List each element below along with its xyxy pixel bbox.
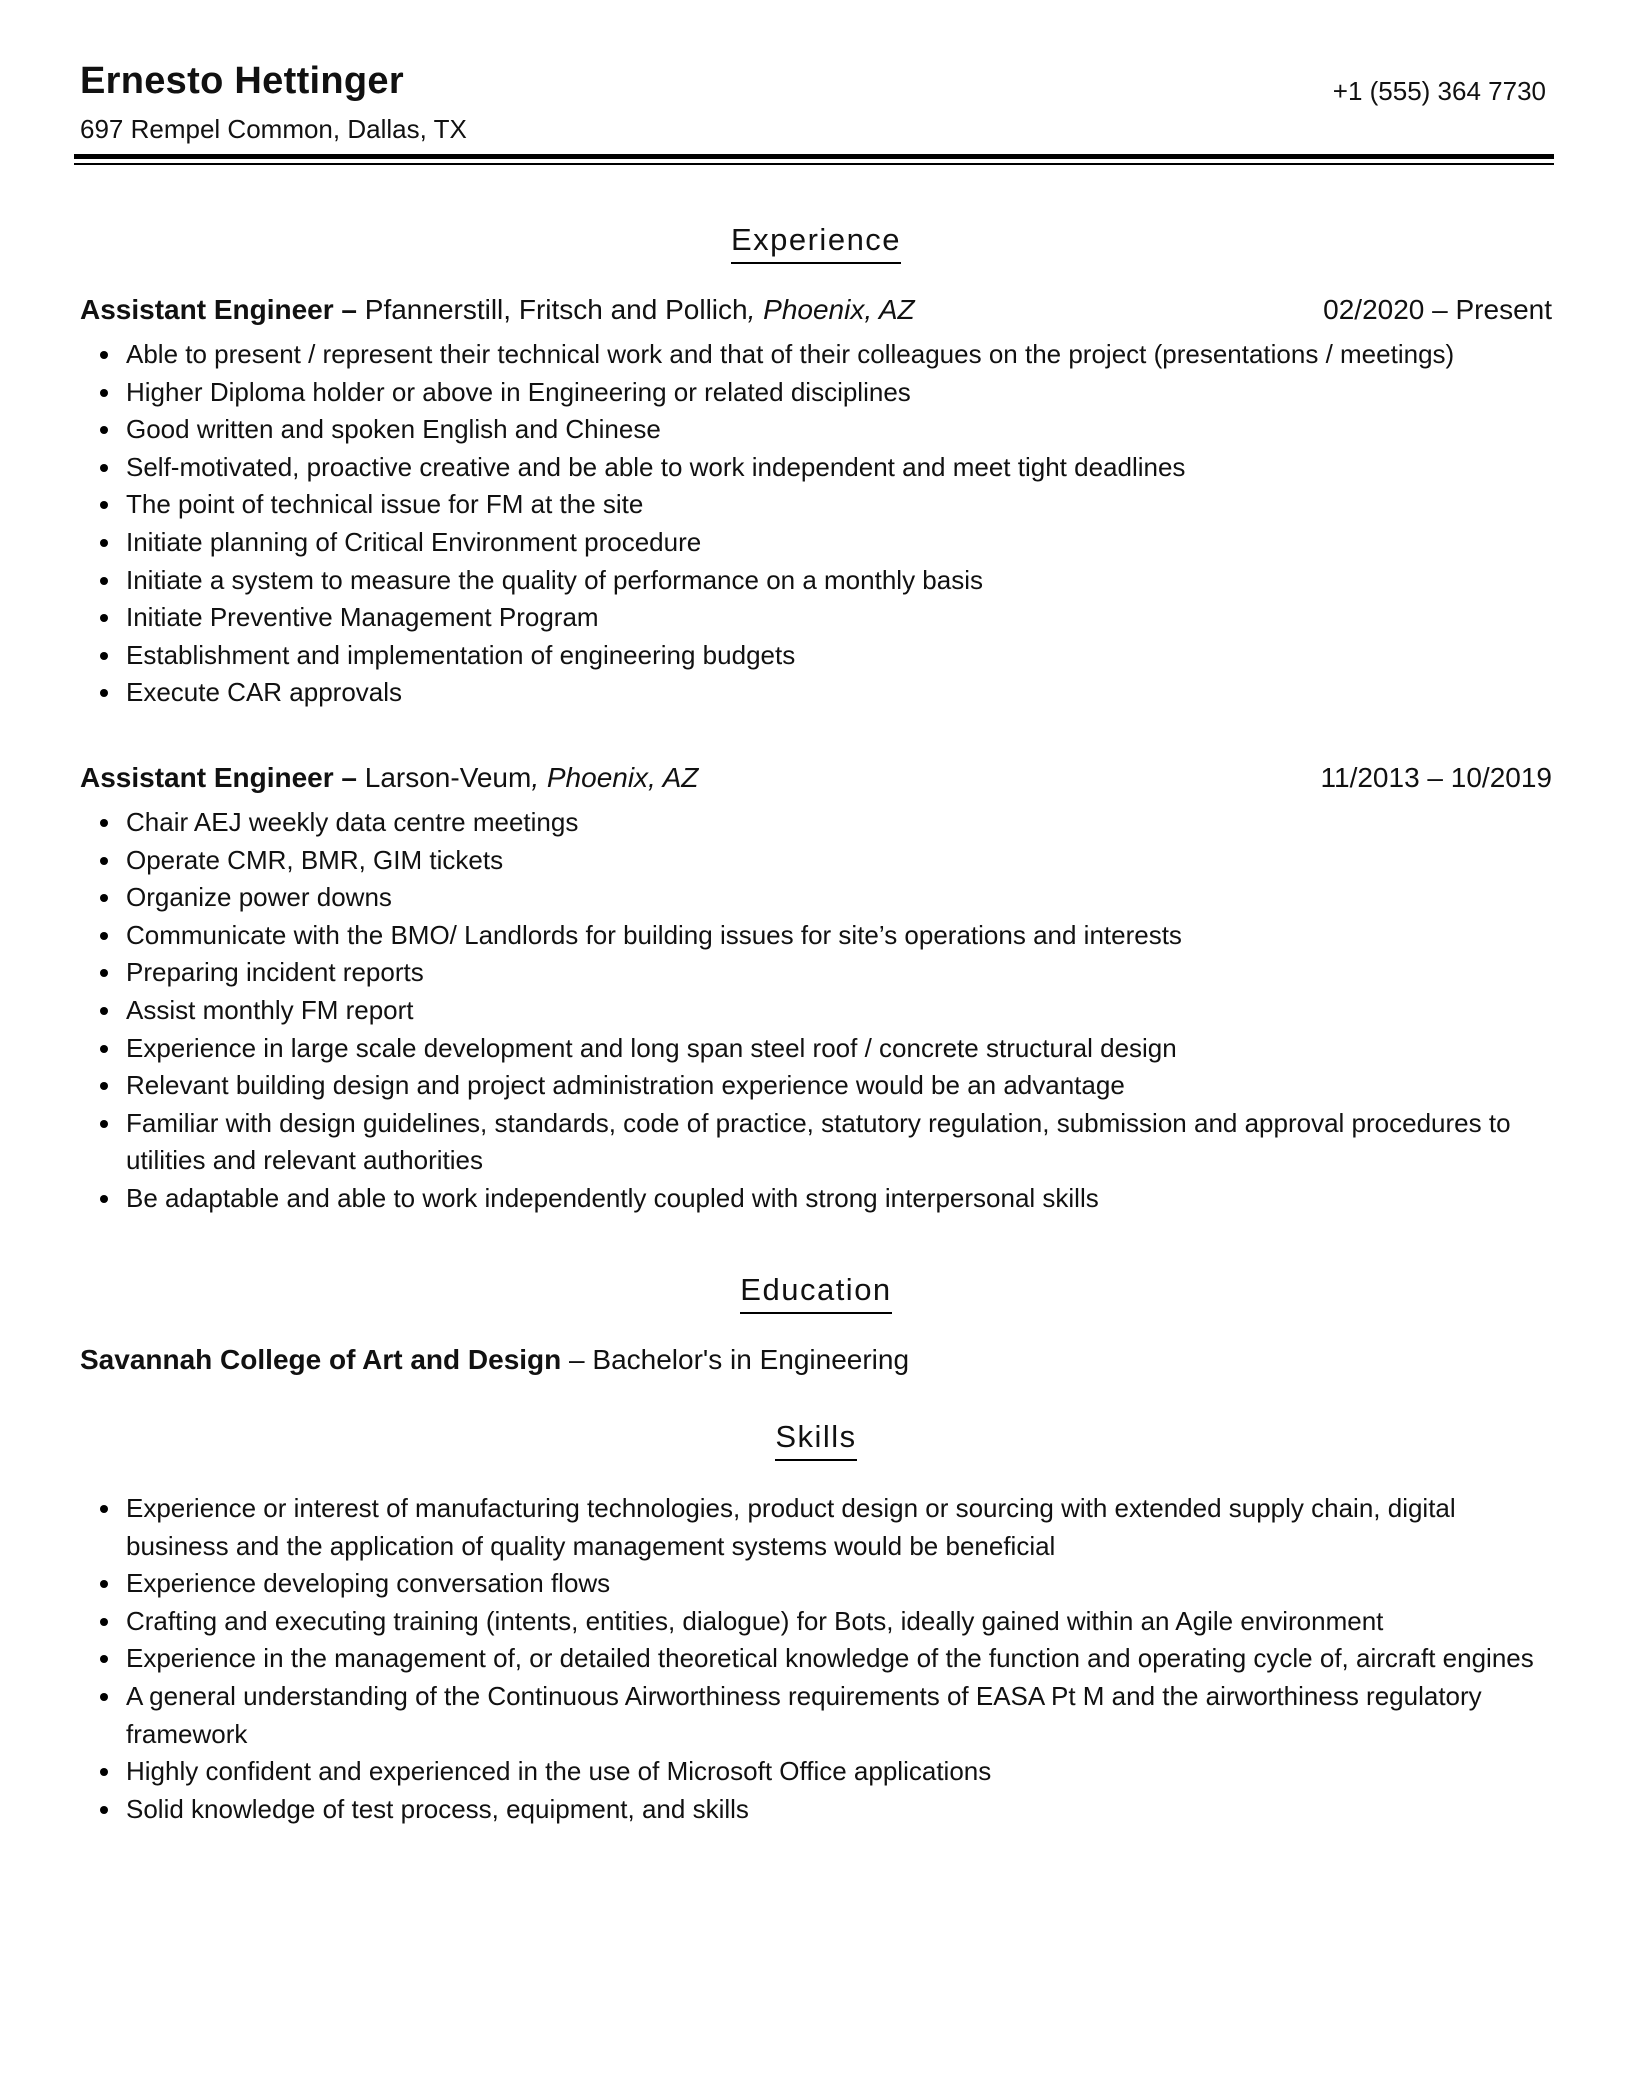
job-header (80, 294, 1552, 326)
list-item: Good written and spoken English and Chinese (80, 411, 1552, 449)
list-item: Communicate with the BMO/ Landlords for building issues for site’s operations and interests (80, 917, 1552, 955)
list-item: A general understanding of the Continuous Airworthiness requirements of EASA Pt M and the airworthiness regulatory framework (80, 1678, 1552, 1753)
list-item: Higher Diploma holder or above in Engineering or related disciplines (80, 374, 1552, 412)
candidate-phone: +1 (555) 364 7730 (1332, 76, 1546, 106)
job-dates: 11/2013 – 10/2019 (1320, 762, 1552, 793)
job-duties-list (80, 804, 1552, 1218)
list-item: Organize power downs (80, 879, 1552, 917)
job-duties-list (80, 336, 1552, 712)
experience-heading-text: Experience (731, 222, 901, 264)
list-item: Familiar with design guidelines, standards, code of practice, statutory regulation, submission and approval procedures to utilities and relevant authorities (80, 1105, 1552, 1180)
job-title: Assistant Engineer – (80, 762, 357, 793)
skills-heading (80, 1419, 1552, 1461)
list-item: Experience or interest of manufacturing technologies, product design or sourcing with extended supply chain, digital business and the application of quality management systems would be beneficial (80, 1490, 1552, 1565)
list-item: Crafting and executing training (intents, entities, dialogue) for Bots, ideally gained within an Agile environment (80, 1603, 1552, 1641)
list-item: Initiate Preventive Management Program (80, 599, 1552, 637)
list-item: Solid knowledge of test process, equipment, and skills (80, 1791, 1552, 1829)
list-item: Be adaptable and able to work independently coupled with strong interpersonal skills (80, 1180, 1552, 1218)
list-item: Able to present / represent their technical work and that of their colleagues on the project (presentations / meetings) (80, 336, 1552, 374)
job-header (80, 762, 1552, 794)
job-title: Assistant Engineer – (80, 294, 357, 325)
list-item: Experience in large scale development and long span steel roof / concrete structural design (80, 1030, 1552, 1068)
job-location: , Phoenix, AZ (531, 762, 699, 793)
job-dates: 02/2020 – Present (1323, 294, 1552, 325)
list-item: Experience developing conversation flows (80, 1565, 1552, 1603)
job-company: Larson-Veum (364, 762, 532, 793)
header-divider-thin (74, 163, 1554, 165)
list-item: Self-motivated, proactive creative and be able to work independent and meet tight deadlines (80, 449, 1552, 487)
education-entry (80, 1344, 909, 1376)
candidate-name: Ernesto Hettinger (80, 60, 404, 102)
list-item: Establishment and implementation of engineering budgets (80, 637, 1552, 675)
list-item: Assist monthly FM report (80, 992, 1552, 1030)
list-item: Initiate a system to measure the quality of performance on a monthly basis (80, 562, 1552, 600)
list-item: Relevant building design and project administration experience would be an advantage (80, 1067, 1552, 1105)
list-item: Operate CMR, BMR, GIM tickets (80, 842, 1552, 880)
list-item: Preparing incident reports (80, 954, 1552, 992)
education-heading (80, 1272, 1552, 1314)
job-company: Pfannerstill, Fritsch and Pollich (364, 294, 748, 325)
list-item: Experience in the management of, or detailed theoretical knowledge of the function and operating cycle of, aircraft engines (80, 1640, 1552, 1678)
job-location: , Phoenix, AZ (747, 294, 915, 325)
list-item: Chair AEJ weekly data centre meetings (80, 804, 1552, 842)
list-item: Execute CAR approvals (80, 674, 1552, 712)
list-item: The point of technical issue for FM at the site (80, 486, 1552, 524)
skills-list (80, 1490, 1552, 1828)
candidate-address: 697 Rempel Common, Dallas, TX (80, 114, 467, 144)
degree: – Bachelor's in Engineering (561, 1344, 910, 1375)
school-name: Savannah College of Art and Design (80, 1344, 562, 1375)
header-divider-thick (74, 154, 1554, 159)
skills-heading-text: Skills (775, 1419, 856, 1461)
education-heading-text: Education (740, 1272, 891, 1314)
experience-heading (80, 222, 1552, 264)
list-item: Initiate planning of Critical Environment procedure (80, 524, 1552, 562)
resume-header (80, 60, 1552, 160)
list-item: Highly confident and experienced in the use of Microsoft Office applications (80, 1753, 1552, 1791)
